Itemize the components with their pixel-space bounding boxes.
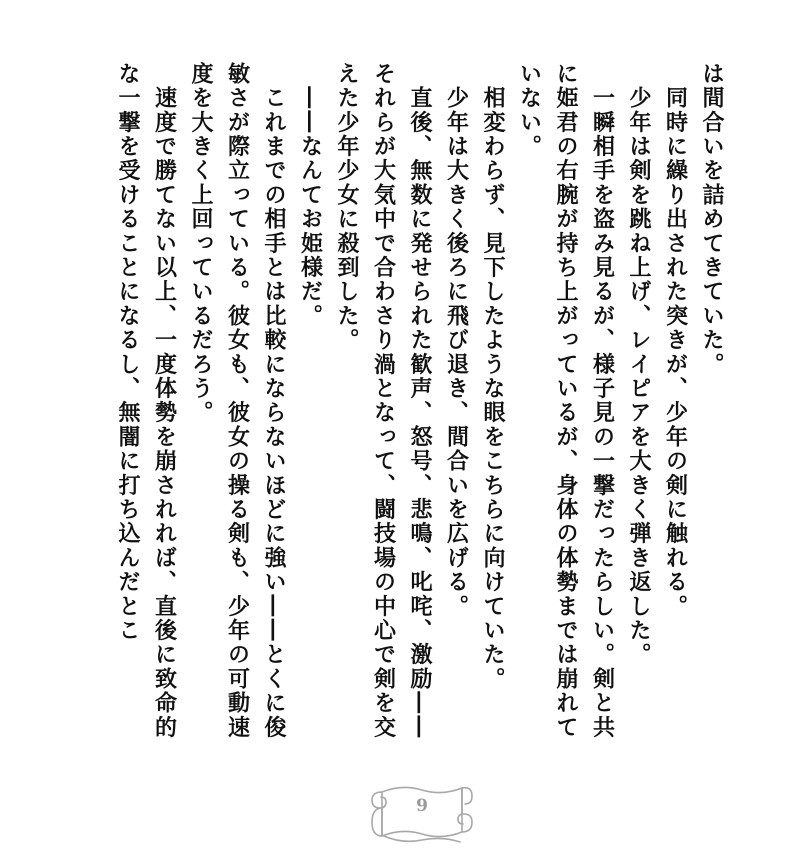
paragraph: 速度で勝てない以上、一度体勢を崩されれば、直後に致命的な一撃を受けることになるし、無闇に打ち込んだとこ — [115, 62, 178, 740]
page-number: 9 — [416, 796, 428, 816]
paragraph: 一瞬相手を盗み見るが、様子見の一撃だったらしい。剣と共に姫君の右腕が持ち上がっているが、身体の体勢までは崩れていない。 — [516, 62, 616, 740]
paragraph: 少年は大きく後ろに飛び退き、間合いを広げる。 — [443, 62, 470, 619]
body-text — [110, 62, 731, 762]
paragraph: 相変わらず、見下したような眼をこちらに向けていた。 — [480, 62, 506, 692]
paragraph: 少年は剣を跳ね上げ、レイピアを大きく弾き返した。 — [626, 62, 652, 667]
paragraph: これまでの相手とは比較にならないほどに強い――とくに俊敏さが際立っている。彼女も、彼女の操る剣も、少年の可動速度を大きく上回っているだろう。 — [188, 62, 287, 740]
paragraph: は間合いを詰めてきていた。 — [699, 62, 725, 377]
page-number-scroll — [368, 770, 476, 850]
paragraph: 直後、無数に発せられた歓声、怒号、悲鳴、叱咤、激励――それらが大気中で合わさり渦となって、闘技場の中心で剣を交えた少年少女に殺到した。 — [334, 62, 433, 740]
paragraph: 同時に繰り出された突きが、少年の剣に触れる。 — [662, 62, 689, 619]
paragraph: ――なんてお姫様だ。 — [297, 62, 324, 329]
